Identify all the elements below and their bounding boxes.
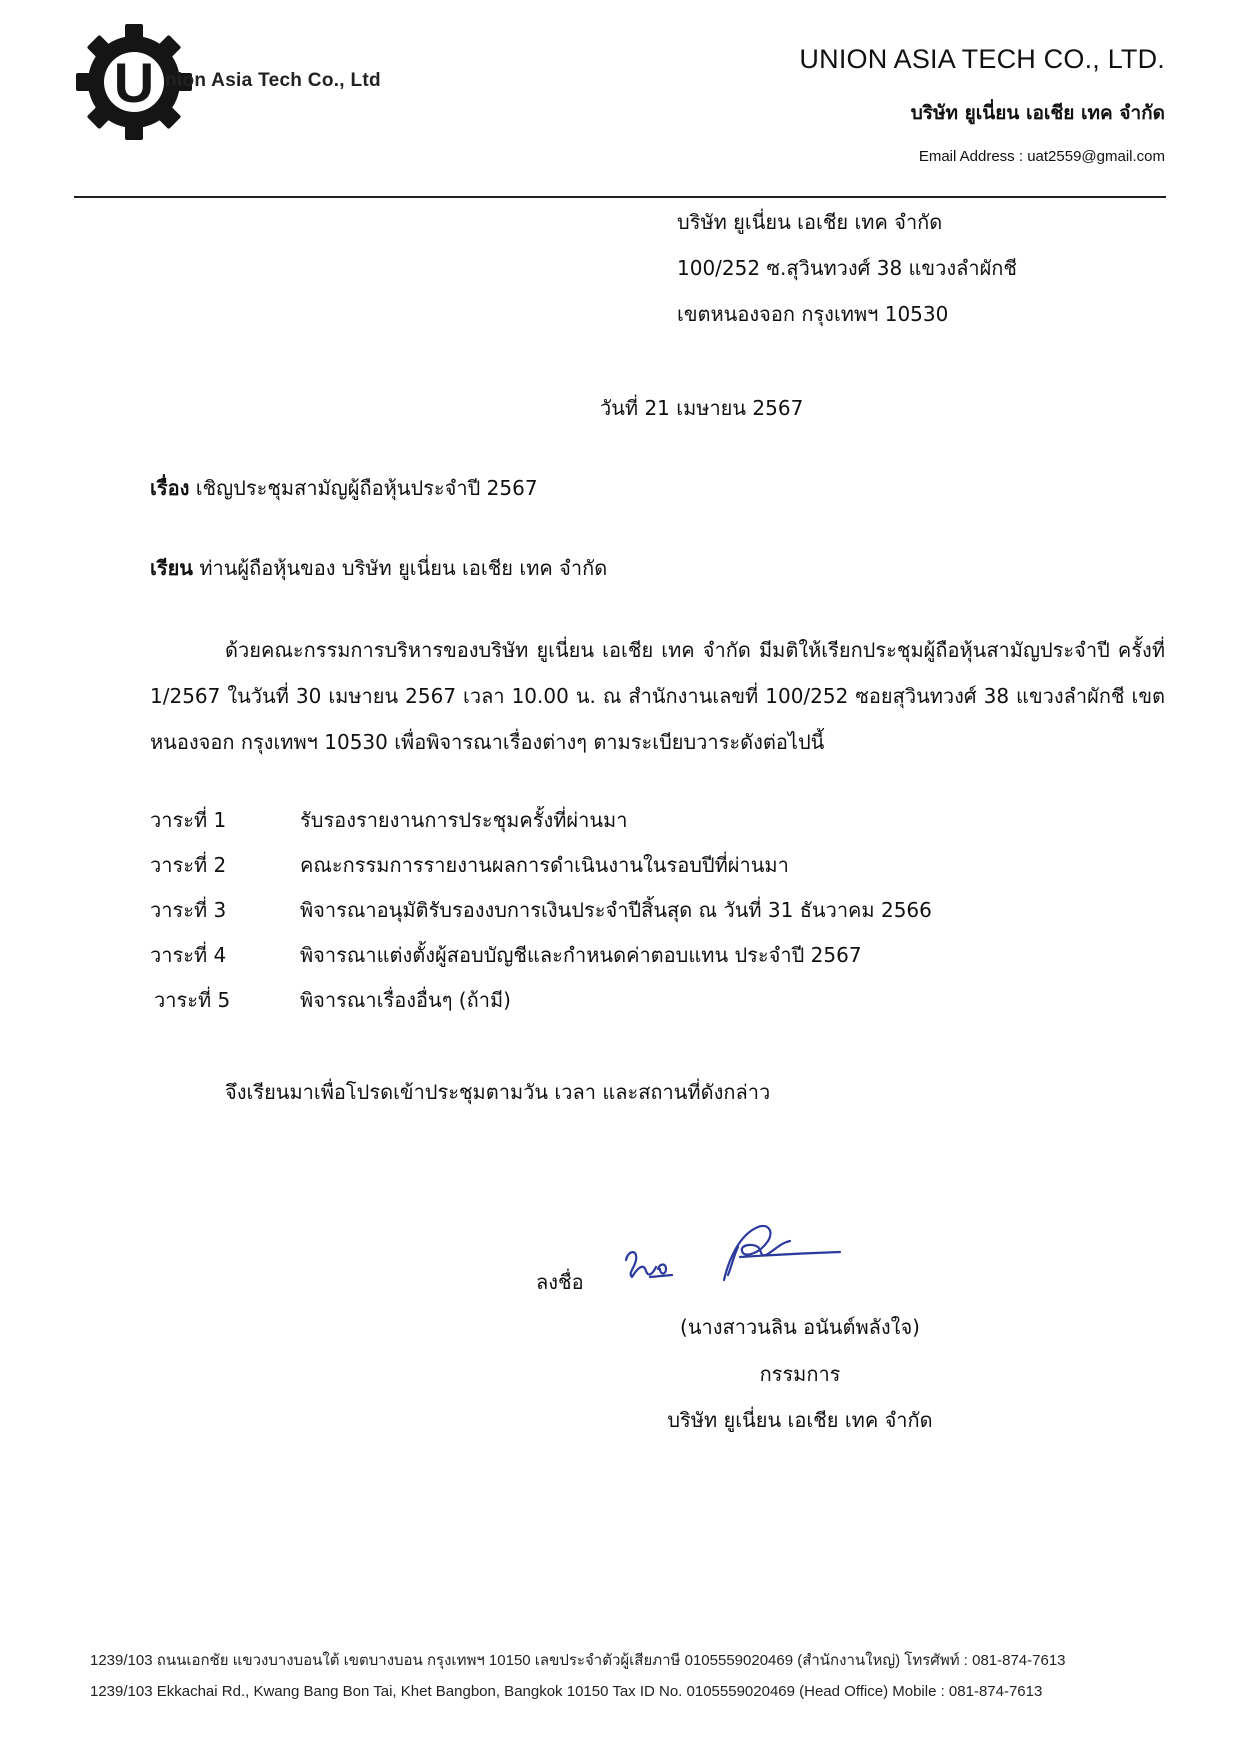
- agenda-number: วาระที่ 3: [150, 898, 227, 922]
- agenda-item: พิจารณาแต่งตั้งผู้สอบบัญชีและกำหนดค่าตอบแทน ประจำปี 2567: [300, 943, 862, 967]
- sign-label: ลงชื่อ: [536, 1270, 584, 1294]
- letter-date: วันที่ 21 เมษายน 2567: [600, 396, 804, 420]
- agenda-number: วาระที่ 5: [154, 988, 231, 1012]
- subject-text: เชิญประชุมสามัญผู้ถือหุ้นประจำปี 2567: [195, 476, 538, 500]
- closing-text: จึงเรียนมาเพื่อโปรดเข้าประชุมตามวัน เวลา และสถานที่ดังกล่าว: [225, 1080, 771, 1104]
- signatory-name: (นางสาวนลิน อนันต์พลังใจ): [680, 1315, 920, 1339]
- body-paragraph: [150, 627, 1165, 765]
- agenda-item: พิจารณาเรื่องอื่นๆ (ถ้ามี): [300, 988, 511, 1012]
- agenda-number: วาระที่ 4: [150, 943, 227, 967]
- company-name-en: UNION ASIA TECH CO., LTD.: [799, 44, 1165, 74]
- logo-letter: U: [113, 51, 155, 114]
- subject-label: เรื่อง: [150, 476, 190, 500]
- header-divider: [74, 196, 1166, 198]
- footer-address-en: 1239/103 Ekkachai Rd., Kwang Bang Bon Tai, Khet Bangbon, Bangkok 10150 Tax ID No. 0105559020469 (Head Office) Mobile : 081-874-7613: [90, 1683, 1043, 1700]
- company-name-th: บริษัท ยูเนี่ยน เอเชีย เทค จำกัด: [910, 102, 1165, 124]
- agenda-item: พิจารณาอนุมัติรับรองงบการเงินประจำปีสิ้นสุด ณ วันที่ 31 ธันวาคม 2566: [300, 898, 932, 922]
- signatory-title: กรรมการ: [759, 1362, 841, 1386]
- handwritten-signature: [620, 1205, 860, 1295]
- sender-address-line: เขตหนองจอก กรุงเทพฯ 10530: [677, 302, 949, 326]
- agenda-number: วาระที่ 1: [150, 808, 227, 832]
- agenda-item: คณะกรรมการรายงานผลการดำเนินงานในรอบปีที่ผ่านมา: [300, 853, 789, 877]
- logo-text: nion Asia Tech Co., Ltd: [165, 70, 381, 91]
- signature-icon: [620, 1205, 860, 1295]
- footer-address-th: 1239/103 ถนนเอกชัย แขวงบางบอนใต้ เขตบางบอน กรุงเทพฯ 10150 เลขประจำตัวผู้เสียภาษี 0105559020469 (สำนักงานใหญ่) โทรศัพท์ : 081-874-7613: [90, 1652, 1066, 1669]
- sender-address-line: 100/252 ซ.สุวินทวงศ์ 38 แขวงลำผักชี: [677, 256, 1017, 280]
- recipient-line: [150, 553, 607, 583]
- subject-line: [150, 473, 538, 503]
- signatory-company: บริษัท ยูเนี่ยน เอเชีย เทค จำกัด: [667, 1408, 933, 1432]
- body-text: ด้วยคณะกรรมการบริหารของบริษัท ยูเนี่ยน เอเชีย เทค จำกัด มีมติให้เรียกประชุมผู้ถือหุ้นสามัญประจำปี ครั้งที่ 1/2567 ในวันที่ 30 เมษายน 2567 เวลา 10.00 น. ณ สำนักงานเลขที่ 100/252 ซอยสุวินทวงศ์ 38 แขวงลำผักชี เขตหนองจอก กรุงเทพฯ 10530 เพื่อพิจารณาเรื่องต่างๆ ตามระเบียบวาระดังต่อไปนี้: [150, 638, 1165, 754]
- recipient-text: ท่านผู้ถือหุ้นของ บริษัท ยูเนี่ยน เอเชีย เทค จำกัด: [199, 556, 608, 580]
- agenda-number: วาระที่ 2: [150, 853, 227, 877]
- email-address: Email Address : uat2559@gmail.com: [918, 148, 1165, 165]
- recipient-label: เรียน: [150, 556, 193, 580]
- agenda-item: รับรองรายงานการประชุมครั้งที่ผ่านมา: [300, 808, 628, 832]
- sender-address-line: บริษัท ยูเนี่ยน เอเชีย เทค จำกัด: [677, 210, 943, 234]
